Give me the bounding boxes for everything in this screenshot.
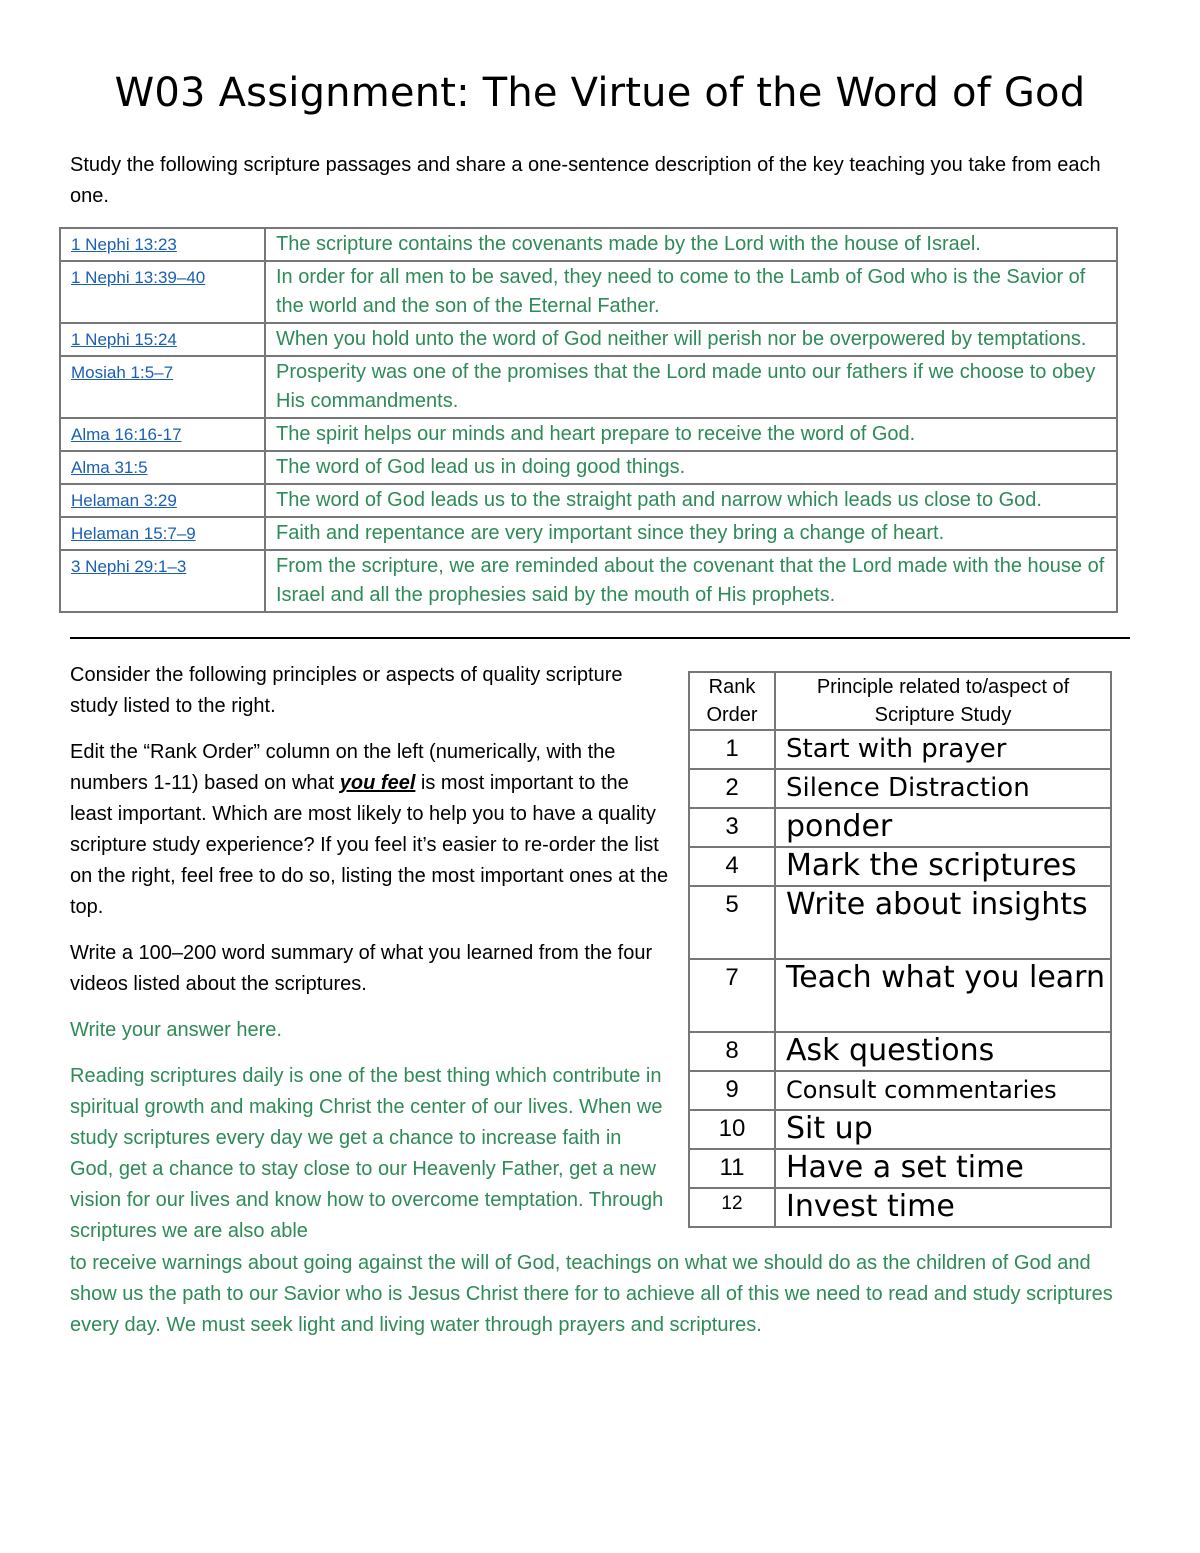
- rank-value[interactable]: 3: [689, 808, 775, 847]
- rank-value[interactable]: 10: [689, 1110, 775, 1149]
- table-row: [60, 550, 1117, 612]
- principle-text[interactable]: Silence Distraction: [775, 769, 1111, 808]
- principle-text[interactable]: Mark the scriptures: [775, 847, 1111, 886]
- summary-answer[interactable]: Reading scriptures daily is one of the best thing which contribute in spiritual growth and making Christ the center of our lives. When we study scriptures every day we get a chance to increase faith in God, get a chance to stay close to our Heavenly Father, get a new vision for our lives and know how to overcome temptation. Through scriptures we are also able: [70, 1065, 664, 1242]
- instructions-column: [70, 660, 670, 1262]
- scripture-answer[interactable]: The scripture contains the covenants made by the Lord with the house of Israel.: [265, 228, 1117, 261]
- instruction-write: Write a 100–200 word summary of what you learned from the four videos listed about the scriptures.: [70, 942, 653, 995]
- table-row: [689, 1188, 1111, 1227]
- rank-table: [688, 671, 1112, 1228]
- scripture-link[interactable]: Alma 31:5: [71, 458, 148, 477]
- table-row: [60, 261, 1117, 323]
- scripture-link[interactable]: Helaman 3:29: [71, 491, 177, 510]
- rank-value[interactable]: 4: [689, 847, 775, 886]
- scripture-answer[interactable]: Faith and repentance are very important since they bring a change of heart.: [265, 517, 1117, 550]
- instruction-consider: Consider the following principles or aspects of quality scripture study listed to the right.: [70, 664, 623, 717]
- table-row: [60, 228, 1117, 261]
- table-row: [689, 959, 1111, 1032]
- principle-text[interactable]: ponder: [775, 808, 1111, 847]
- principle-text[interactable]: Have a set time: [775, 1149, 1111, 1188]
- principle-text[interactable]: Sit up: [775, 1110, 1111, 1149]
- table-row: [689, 1110, 1111, 1149]
- scripture-answer[interactable]: When you hold unto the word of God neither will perish nor be overpowered by temptations.: [265, 323, 1117, 356]
- principle-text[interactable]: Ask questions: [775, 1032, 1111, 1071]
- scripture-table: [59, 227, 1118, 613]
- table-row: [689, 1149, 1111, 1188]
- table-row: [60, 418, 1117, 451]
- principle-text[interactable]: Write about insights: [775, 886, 1111, 959]
- summary-answer-continued[interactable]: to receive warnings about going against the will of God, teachings on what we should do as the children of God and show us the path to our Savior who is Jesus Christ there for to achieve all of this we need to read and study scriptures every day. We must seek light and living water through prayers and scriptures.: [70, 1252, 1113, 1336]
- scripture-link[interactable]: Alma 16:16-17: [71, 425, 182, 444]
- scripture-answer[interactable]: The word of God lead us in doing good things.: [265, 451, 1117, 484]
- table-row: [689, 769, 1111, 808]
- table-row: [60, 356, 1117, 418]
- rank-value[interactable]: 12: [689, 1188, 775, 1227]
- scripture-link[interactable]: 1 Nephi 13:39–40: [71, 268, 206, 287]
- table-row: [689, 1071, 1111, 1110]
- scripture-link[interactable]: 3 Nephi 29:1–3: [71, 557, 187, 576]
- rank-value[interactable]: 7: [689, 959, 775, 1032]
- rank-value[interactable]: 8: [689, 1032, 775, 1071]
- rank-value[interactable]: 2: [689, 769, 775, 808]
- rank-order-header: Rank Order: [689, 672, 775, 730]
- principle-text[interactable]: Invest time: [775, 1188, 1111, 1227]
- table-row: [689, 730, 1111, 769]
- rank-value[interactable]: 9: [689, 1071, 775, 1110]
- principle-text[interactable]: Start with prayer: [775, 730, 1111, 769]
- table-row: [60, 517, 1117, 550]
- instruction-edit: Edit the “Rank Order” column on the left (numerically, with the numbers 1-11) based on what you feel is most important to the least important. Which are most likely to help you to have a quality scripture study experience? If you feel it’s easier to re-order the list on the right, feel free to do so, listing the most important ones at the top.: [70, 741, 669, 918]
- scripture-answer[interactable]: The spirit helps our minds and heart prepare to receive the word of God.: [265, 418, 1117, 451]
- table-row: [689, 847, 1111, 886]
- scripture-link[interactable]: Mosiah 1:5–7: [71, 363, 174, 382]
- table-row: [60, 484, 1117, 517]
- rank-value[interactable]: 1: [689, 730, 775, 769]
- table-row: [689, 886, 1111, 959]
- scripture-link[interactable]: 1 Nephi 13:23: [71, 235, 177, 254]
- emphasis-you-feel: you feel: [339, 772, 416, 794]
- answer-placeholder[interactable]: Write your answer here.: [70, 1019, 282, 1041]
- intro-text: Study the following scripture passages and share a one-sentence description of the key teaching you take from each one.: [70, 154, 1101, 207]
- rank-value[interactable]: 5: [689, 886, 775, 959]
- scripture-answer[interactable]: In order for all men to be saved, they need to come to the Lamb of God who is the Savior of the world and the son of the Eternal Father.: [265, 261, 1117, 323]
- table-row: [689, 1032, 1111, 1071]
- section-divider: [70, 637, 1130, 639]
- principle-header: Principle related to/aspect of Scripture Study: [775, 672, 1111, 730]
- rank-header-row: [689, 672, 1111, 730]
- table-row: [689, 808, 1111, 847]
- page-title: W03 Assignment: The Virtue of the Word of God: [114, 70, 1086, 116]
- scripture-link[interactable]: 1 Nephi 15:24: [71, 330, 177, 349]
- scripture-answer[interactable]: Prosperity was one of the promises that the Lord made unto our fathers if we choose to obey His commandments.: [265, 356, 1117, 418]
- scripture-answer[interactable]: The word of God leads us to the straight path and narrow which leads us close to God.: [265, 484, 1117, 517]
- principle-text[interactable]: Teach what you learn: [775, 959, 1111, 1032]
- scripture-answer[interactable]: From the scripture, we are reminded about the covenant that the Lord made with the house of Israel and all the prophesies said by the mouth of His prophets.: [265, 550, 1117, 612]
- rank-value[interactable]: 11: [689, 1149, 775, 1188]
- principle-text[interactable]: Consult commentaries: [775, 1071, 1111, 1110]
- scripture-link[interactable]: Helaman 15:7–9: [71, 524, 196, 543]
- table-row: [60, 451, 1117, 484]
- table-row: [60, 323, 1117, 356]
